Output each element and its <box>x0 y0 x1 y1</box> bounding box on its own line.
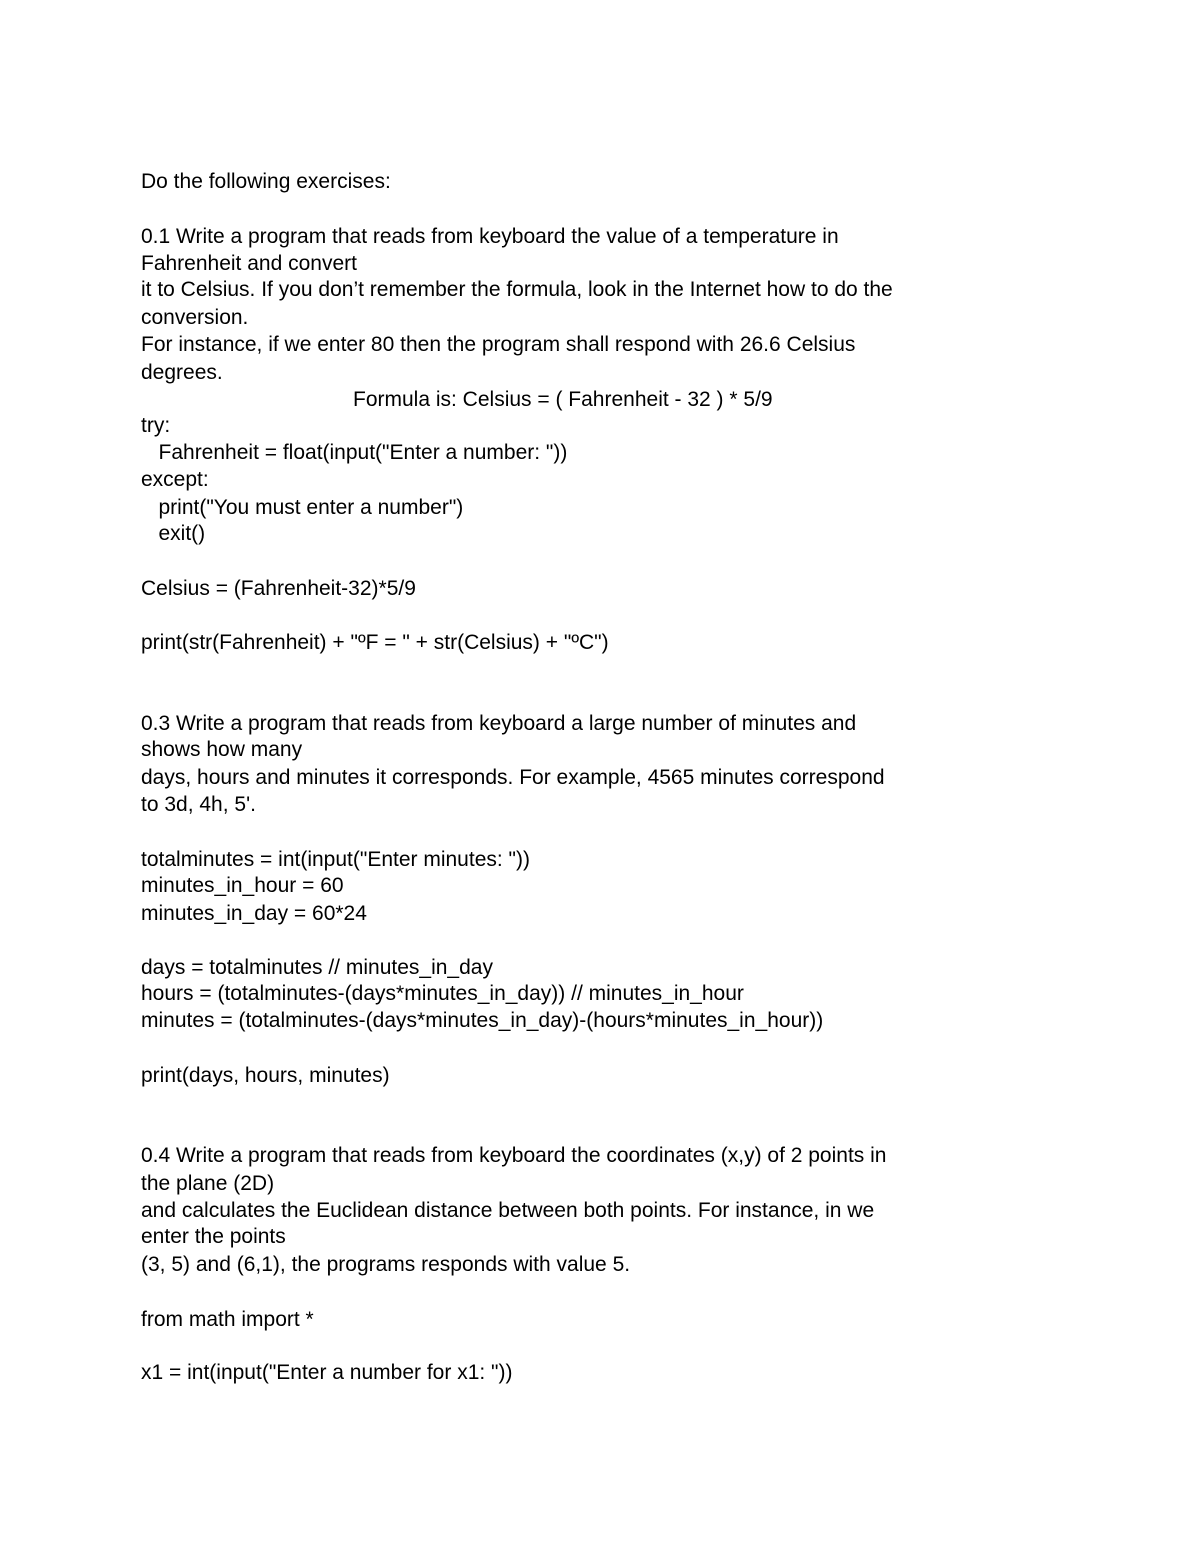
code-line: x1 = int(input("Enter a number for x1: ")) <box>141 1361 513 1384</box>
code-line: exit() <box>141 522 206 545</box>
exercise-0-4-line-2: the plane (2D) <box>141 1172 275 1195</box>
code-line: minutes = (totalminutes-(days*minutes_in_day)-(hours*minutes_in_hour)) <box>141 1009 824 1032</box>
code-line: hours = (totalminutes-(days*minutes_in_day)) // minutes_in_hour <box>141 982 744 1005</box>
exercise-0-1-line-4: conversion. <box>141 306 249 329</box>
code-line: minutes_in_day = 60*24 <box>141 902 367 925</box>
exercise-0-4-line-3: and calculates the Euclidean distance between both points. For instance, in we <box>141 1199 875 1222</box>
code-line: days = totalminutes // minutes_in_day <box>141 956 493 979</box>
exercise-0-1-line-1: 0.1 Write a program that reads from keyboard the value of a temperature in <box>141 225 839 248</box>
exercise-0-4-line-1: 0.4 Write a program that reads from keyboard the coordinates (x,y) of 2 points in <box>141 1144 887 1167</box>
code-line: print(days, hours, minutes) <box>141 1064 390 1087</box>
exercise-0-3-line-3: days, hours and minutes it corresponds. For example, 4565 minutes correspond <box>141 766 885 789</box>
code-line: totalminutes = int(input("Enter minutes: ")) <box>141 848 530 871</box>
code-line: Celsius = (Fahrenheit-32)*5/9 <box>141 577 416 600</box>
formula-line: Formula is: Celsius = ( Fahrenheit - 32 ) * 5/9 <box>353 388 773 411</box>
code-line: except: <box>141 468 209 491</box>
exercise-0-4-line-5: (3, 5) and (6,1), the programs responds with value 5. <box>141 1253 631 1276</box>
exercise-0-4-line-4: enter the points <box>141 1225 286 1248</box>
code-line: from math import * <box>141 1308 314 1331</box>
intro-text: Do the following exercises: <box>141 170 391 193</box>
exercise-0-3-line-2: shows how many <box>141 738 303 761</box>
exercise-0-3-line-4: to 3d, 4h, 5'. <box>141 793 256 816</box>
exercise-0-1-line-5: For instance, if we enter 80 then the program shall respond with 26.6 Celsius <box>141 333 856 356</box>
code-line: print("You must enter a number") <box>141 496 464 519</box>
code-line: print(str(Fahrenheit) + "ºF = " + str(Celsius) + "ºC") <box>141 631 609 654</box>
code-line: minutes_in_hour = 60 <box>141 874 344 897</box>
exercise-0-3-line-1: 0.3 Write a program that reads from keyboard a large number of minutes and <box>141 712 857 735</box>
exercise-0-1-line-6: degrees. <box>141 361 223 384</box>
exercise-0-1-line-2: Fahrenheit and convert <box>141 252 357 275</box>
code-line: Fahrenheit = float(input("Enter a number: ")) <box>141 441 568 464</box>
code-line: try: <box>141 414 171 437</box>
exercise-0-1-line-3: it to Celsius. If you don’t remember the formula, look in the Internet how to do the <box>141 278 893 301</box>
